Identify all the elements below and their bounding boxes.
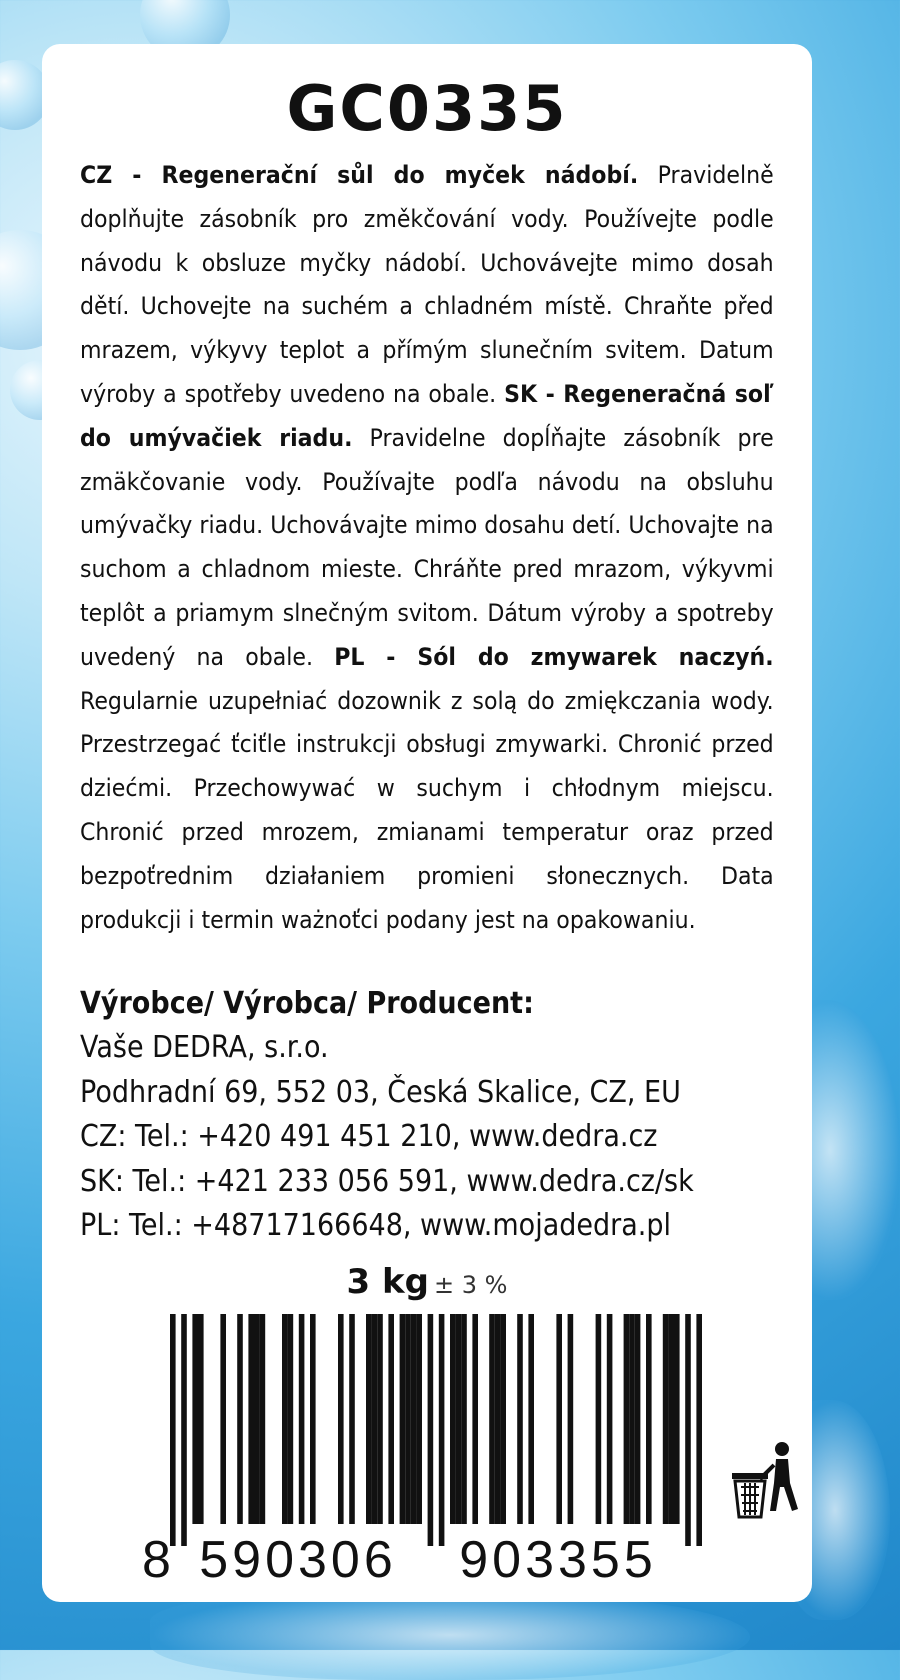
background-splash <box>150 1590 750 1680</box>
barcode-bar <box>254 1314 260 1524</box>
barcode-bar <box>624 1314 630 1524</box>
barcode-bar <box>685 1314 691 1546</box>
barcode-bar <box>663 1314 669 1524</box>
barcode-bar <box>237 1314 243 1524</box>
barcode-bar <box>668 1314 674 1524</box>
barcode-bar <box>400 1314 406 1524</box>
barcode-bar <box>646 1314 652 1524</box>
barcode-bar <box>416 1314 422 1524</box>
barcode-bar <box>372 1314 378 1524</box>
barcode-bar <box>260 1314 266 1524</box>
barcode-bar <box>288 1314 294 1524</box>
barcode <box>142 1314 710 1589</box>
barcode-bar <box>388 1314 394 1524</box>
producer-line: CZ: Tel.: +420 491 451 210, www.dedra.cz <box>80 1119 658 1154</box>
barcode-bar <box>456 1314 462 1524</box>
weight-tolerance: ± 3 % <box>434 1271 508 1299</box>
barcode-right-digits: 903355 <box>459 1531 657 1589</box>
dispose-in-bin-icon <box>730 1439 802 1527</box>
barcode-bar <box>696 1314 702 1546</box>
producer-line: Podhradní 69, 552 03, Česká Skalice, CZ, EU <box>80 1074 681 1110</box>
product-description <box>80 154 774 942</box>
barcode-bar <box>428 1314 434 1546</box>
barcode-bar <box>674 1314 680 1524</box>
barcode-bar <box>607 1314 613 1524</box>
barcode-bar <box>450 1314 456 1524</box>
barcode-bar <box>635 1314 641 1524</box>
barcode-bar <box>556 1314 562 1524</box>
barcode-bar <box>248 1314 254 1524</box>
weight-value: 3 kg <box>346 1262 429 1302</box>
barcode-bar <box>411 1314 417 1524</box>
producer-line: PL: Tel.: +48717166648, www.mojadedra.pl <box>80 1208 672 1243</box>
section-heading: PL - Sól do zmywarek naczyń. <box>334 642 774 671</box>
section-heading: CZ - Regenerační sůl do myček nádobí. <box>80 161 639 189</box>
barcode-bar <box>439 1314 445 1546</box>
barcode-bar <box>282 1314 288 1524</box>
product-code: GC0335 <box>286 72 568 145</box>
producer-title: Výrobce/ Výrobca/ Producent: <box>80 986 534 1021</box>
barcode-bar <box>299 1314 305 1524</box>
section-text: Regularnie uzupełniać dozownik z solą do zmiękczania wody. Przestrzegać ťciťle instrukcji obsługi zmywarki. Chronić przed dziećmi. Przechowywać w suchym i chłodnym miejscu. Chronić przed mrozem, zmianami temperatur oraz przed bezpoťrednim działaniem promieni słonecznych. Data produkcji i termin ważnoťci podany jest na opakowaniu. <box>80 686 774 934</box>
barcode-left-digits: 590306 <box>199 1531 397 1589</box>
barcode-first-digit: 8 <box>142 1531 171 1589</box>
producer-line: Vaše DEDRA, s.r.o. <box>80 1030 329 1065</box>
section-text: Pravidelne dopĺňajte zásobník pre zmäkčovanie vody. Používajte podľa návodu na obsluhu umývačky riadu. Uchovávajte mimo dosahu detí. Uchovajte na suchom a chladnom mieste. Chráňte pred mrazom, výkyvmi teplôt a priamym slnečným svitom. Dátum výroby a spotreby uvedený na obale. <box>80 423 774 671</box>
barcode-bar <box>366 1314 372 1524</box>
barcode-bar <box>489 1314 495 1524</box>
barcode-bar <box>338 1314 344 1524</box>
barcode-bar <box>517 1314 523 1524</box>
section-heading: SK - Regeneračná soľ do umývačiek riadu. <box>80 379 774 452</box>
barcode-bar <box>405 1314 411 1524</box>
barcode-bar <box>192 1314 198 1524</box>
barcode-bar <box>181 1314 187 1546</box>
barcode-bar <box>170 1314 176 1546</box>
barcode-bar <box>528 1314 534 1524</box>
barcode-bar <box>461 1314 467 1524</box>
net-weight <box>42 1262 812 1302</box>
section-text: Pravidelně doplňujte zásobník pro změkčování vody. Používejte podle návodu k obsluze myčky nádobí. Uchovávejte mimo dosah dětí. Uchovejte na suchém a chladném místě. Chraňte před mrazem, výkyvy teplot a přímým slunečním svitem. Datum výroby a spotřeby uvedeno na obale. <box>80 161 774 408</box>
barcode-bar <box>220 1314 226 1524</box>
barcode-bar <box>629 1314 635 1524</box>
product-label <box>42 44 812 1602</box>
barcode-bar <box>198 1314 204 1524</box>
barcode-bar <box>472 1314 478 1524</box>
barcode-bar <box>495 1314 501 1524</box>
barcode-bar <box>349 1314 355 1524</box>
barcode-bar <box>568 1314 574 1524</box>
producer-line: SK: Tel.: +421 233 056 591, www.dedra.cz/sk <box>80 1163 694 1199</box>
producer-block <box>80 982 694 1249</box>
barcode-bar <box>596 1314 602 1524</box>
barcode-bar <box>500 1314 506 1524</box>
barcode-bar <box>377 1314 383 1524</box>
barcode-bar <box>310 1314 316 1524</box>
